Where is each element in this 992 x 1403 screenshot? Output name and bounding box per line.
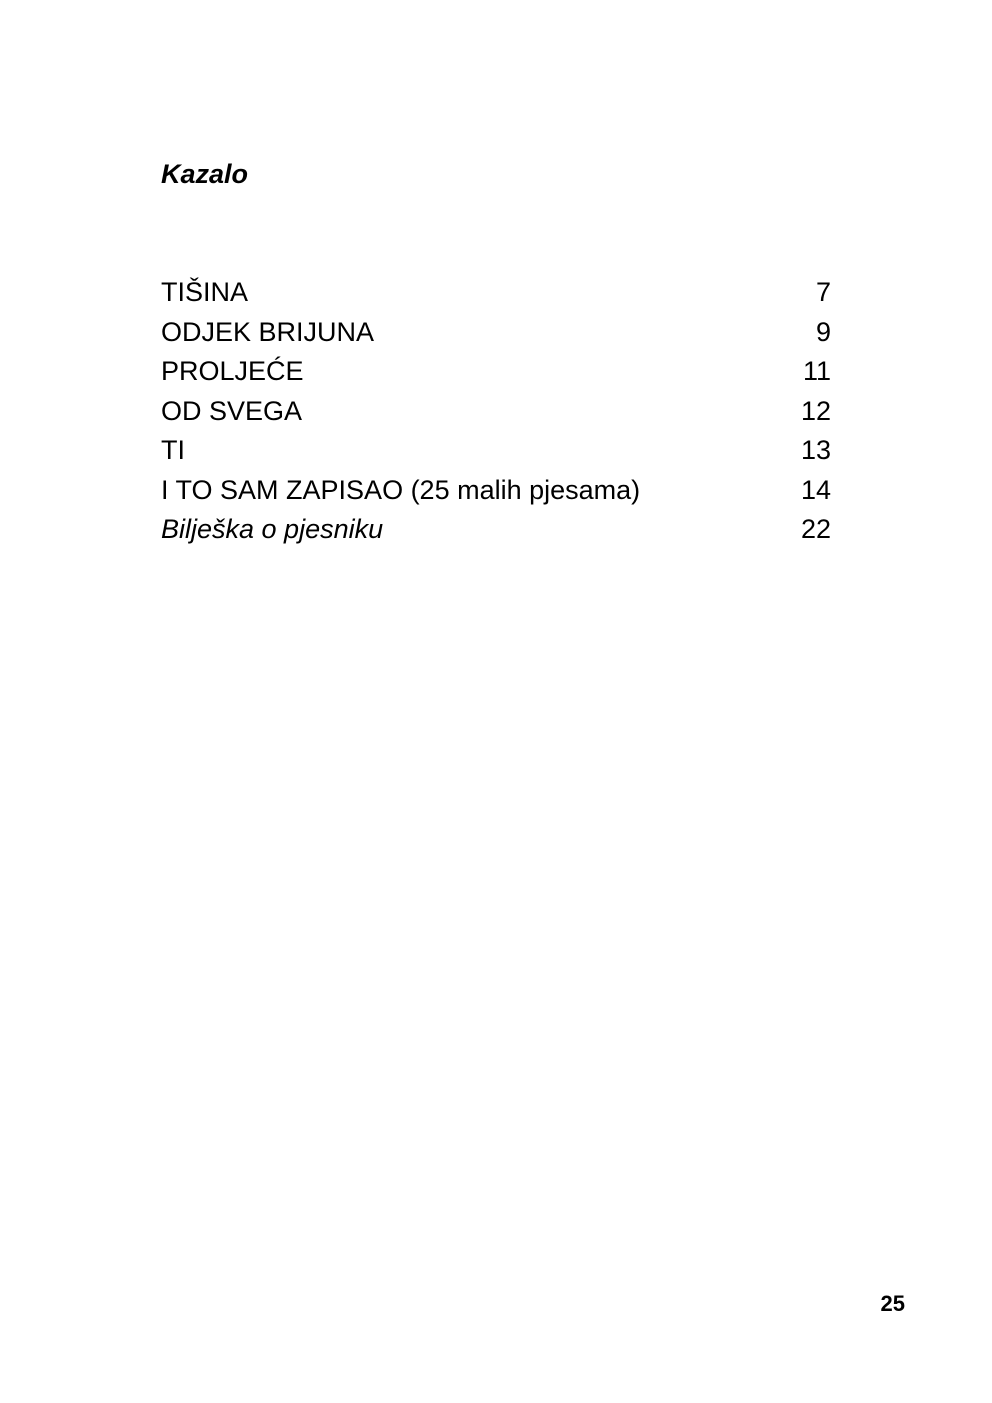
toc-entry-page: 7 bbox=[815, 277, 831, 307]
page-title: Kazalo bbox=[161, 159, 249, 189]
toc-entry-title: ODJEK BRIJUNA bbox=[161, 316, 375, 347]
toc-entry-title: PROLJEĆE bbox=[161, 356, 304, 386]
toc-entry-title: Bilješka o pjesniku bbox=[161, 514, 384, 544]
toc-entry bbox=[161, 313, 831, 353]
toc-entry bbox=[161, 471, 831, 511]
toc-entry bbox=[161, 352, 831, 392]
toc-entry-title: OD SVEGA bbox=[161, 395, 303, 426]
toc-entry bbox=[161, 510, 831, 550]
page-number: 25 bbox=[880, 1291, 905, 1316]
toc-entry bbox=[161, 431, 831, 471]
toc-entry-title: I TO SAM ZAPISAO (25 malih pjesama) bbox=[161, 474, 641, 505]
toc-entry-page: 14 bbox=[800, 474, 831, 505]
toc-entry-page: 11 bbox=[802, 356, 831, 386]
toc-entry-title: TIŠINA bbox=[161, 277, 249, 307]
toc-entry-page: 13 bbox=[800, 435, 831, 465]
toc-entry-title: TI bbox=[161, 435, 185, 465]
table-of-contents bbox=[161, 273, 831, 550]
toc-entry-page: 12 bbox=[800, 395, 831, 426]
toc-entry bbox=[161, 273, 831, 313]
toc-entry bbox=[161, 392, 831, 432]
toc-entry-page: 9 bbox=[815, 316, 831, 347]
toc-entry-page: 22 bbox=[800, 514, 831, 544]
